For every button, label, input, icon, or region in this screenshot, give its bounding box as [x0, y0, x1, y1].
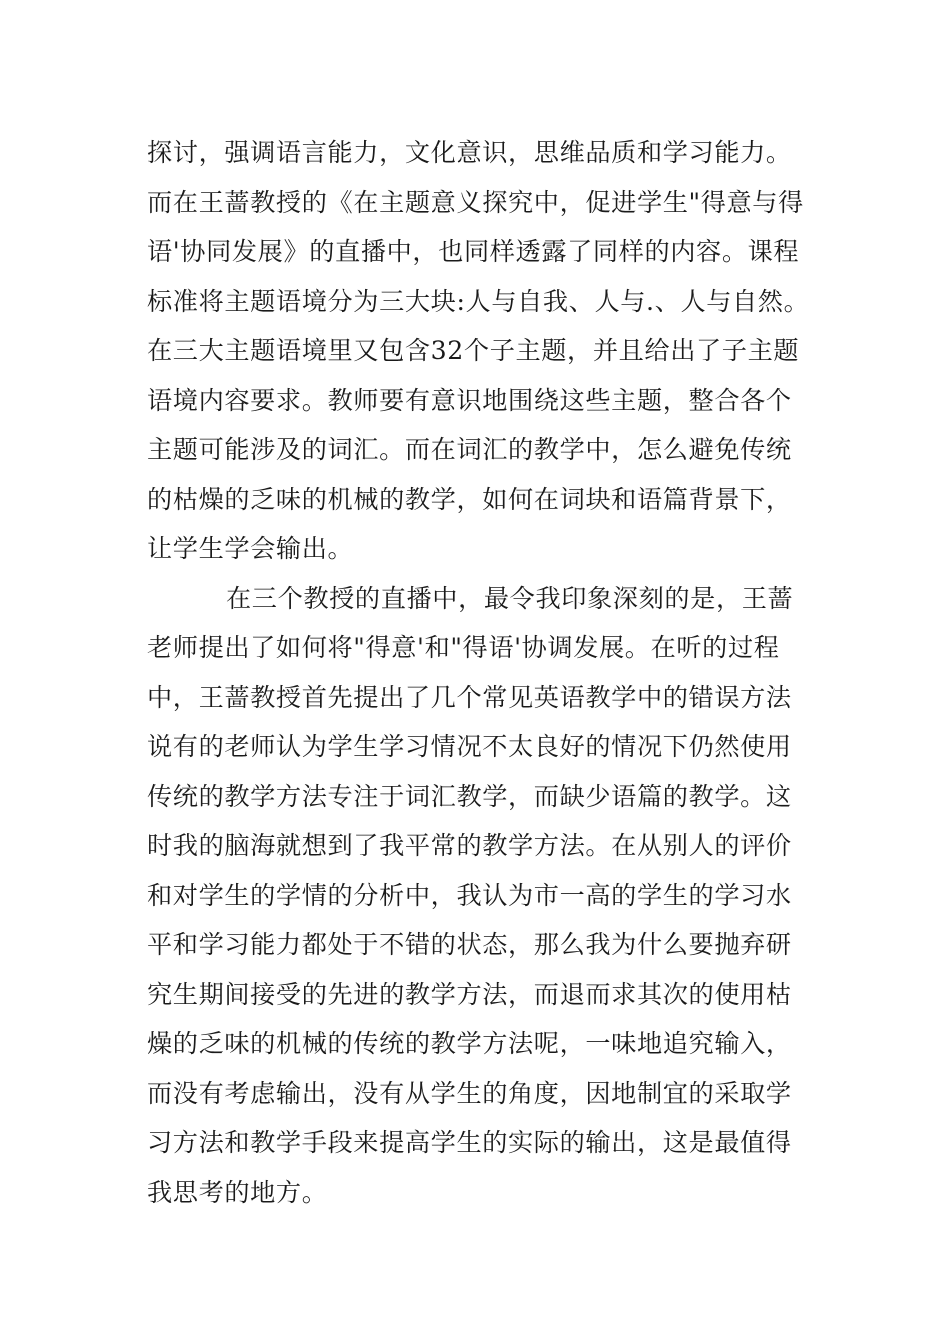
- paragraph-line: 而没有考虑输出，没有从学生的角度，因地制宜的采取学: [147, 1078, 792, 1108]
- paragraph-first-line: 在三个教授的直播中，最令我印象深刻的是，王蔷: [226, 583, 794, 613]
- paragraph-line: 语境内容要求。教师要有意识地围绕这些主题，整合各个: [147, 385, 792, 415]
- paragraph-line: 时我的脑海就想到了我平常的教学方法。在从别人的评价: [147, 831, 792, 860]
- body-text: [147, 128, 817, 1217]
- paragraph-line: 探讨，强调语言能力，文化意识，思维品质和学习能力。: [147, 138, 792, 167]
- paragraph-1: [147, 128, 817, 574]
- paragraph-line: 老师提出了如何将"得意'和"得语'协调发展。在听的过程: [147, 633, 780, 662]
- paragraph-line: 的枯燥的乏味的机械的教学，如何在词块和语篇背景下，: [147, 484, 792, 514]
- paragraph-line: 让学生学会输出。: [147, 534, 354, 563]
- paragraph-line: 我思考的地方。: [147, 1177, 328, 1207]
- paragraph-line: 在三大主题语境里又包含32个子主题，并且给出了子主题: [147, 336, 800, 365]
- paragraph-line: 主题可能涉及的词汇。而在词汇的教学中，怎么避免传统: [147, 435, 792, 464]
- paragraph-2: [147, 574, 817, 1218]
- paragraph-line: 习方法和教学手段来提高学生的实际的输出，这是最值得: [147, 1128, 792, 1157]
- paragraph-line: 中，王蔷教授首先提出了几个常见英语教学中的错误方法: [147, 682, 792, 712]
- paragraph-line: 标准将主题语境分为三大块:人与自我、人与.、人与自然。: [147, 286, 810, 316]
- paragraph-line: 和对学生的学情的分析中，我认为市一高的学生的学习水: [147, 880, 792, 910]
- paragraph-line: 平和学习能力都处于不错的状态，那么我为什么要抛弃研: [147, 930, 792, 959]
- paragraph-line: 传统的教学方法专注于词汇教学，而缺少语篇的教学。这: [147, 781, 792, 811]
- paragraph-line: 究生期间接受的先进的教学方法，而退而求其次的使用枯: [147, 979, 792, 1009]
- paragraph-line: 语'协同发展》的直播中，也同样透露了同样的内容。课程: [147, 237, 800, 266]
- paragraph-line: 燥的乏味的机械的传统的教学方法呢，一味地追究输入，: [147, 1029, 792, 1058]
- paragraph-line: 说有的老师认为学生学习情况不太良好的情况下仍然使用: [147, 732, 792, 761]
- paragraph-line: 而在王蔷教授的《在主题意义探究中，促进学生"得意与得: [147, 187, 804, 217]
